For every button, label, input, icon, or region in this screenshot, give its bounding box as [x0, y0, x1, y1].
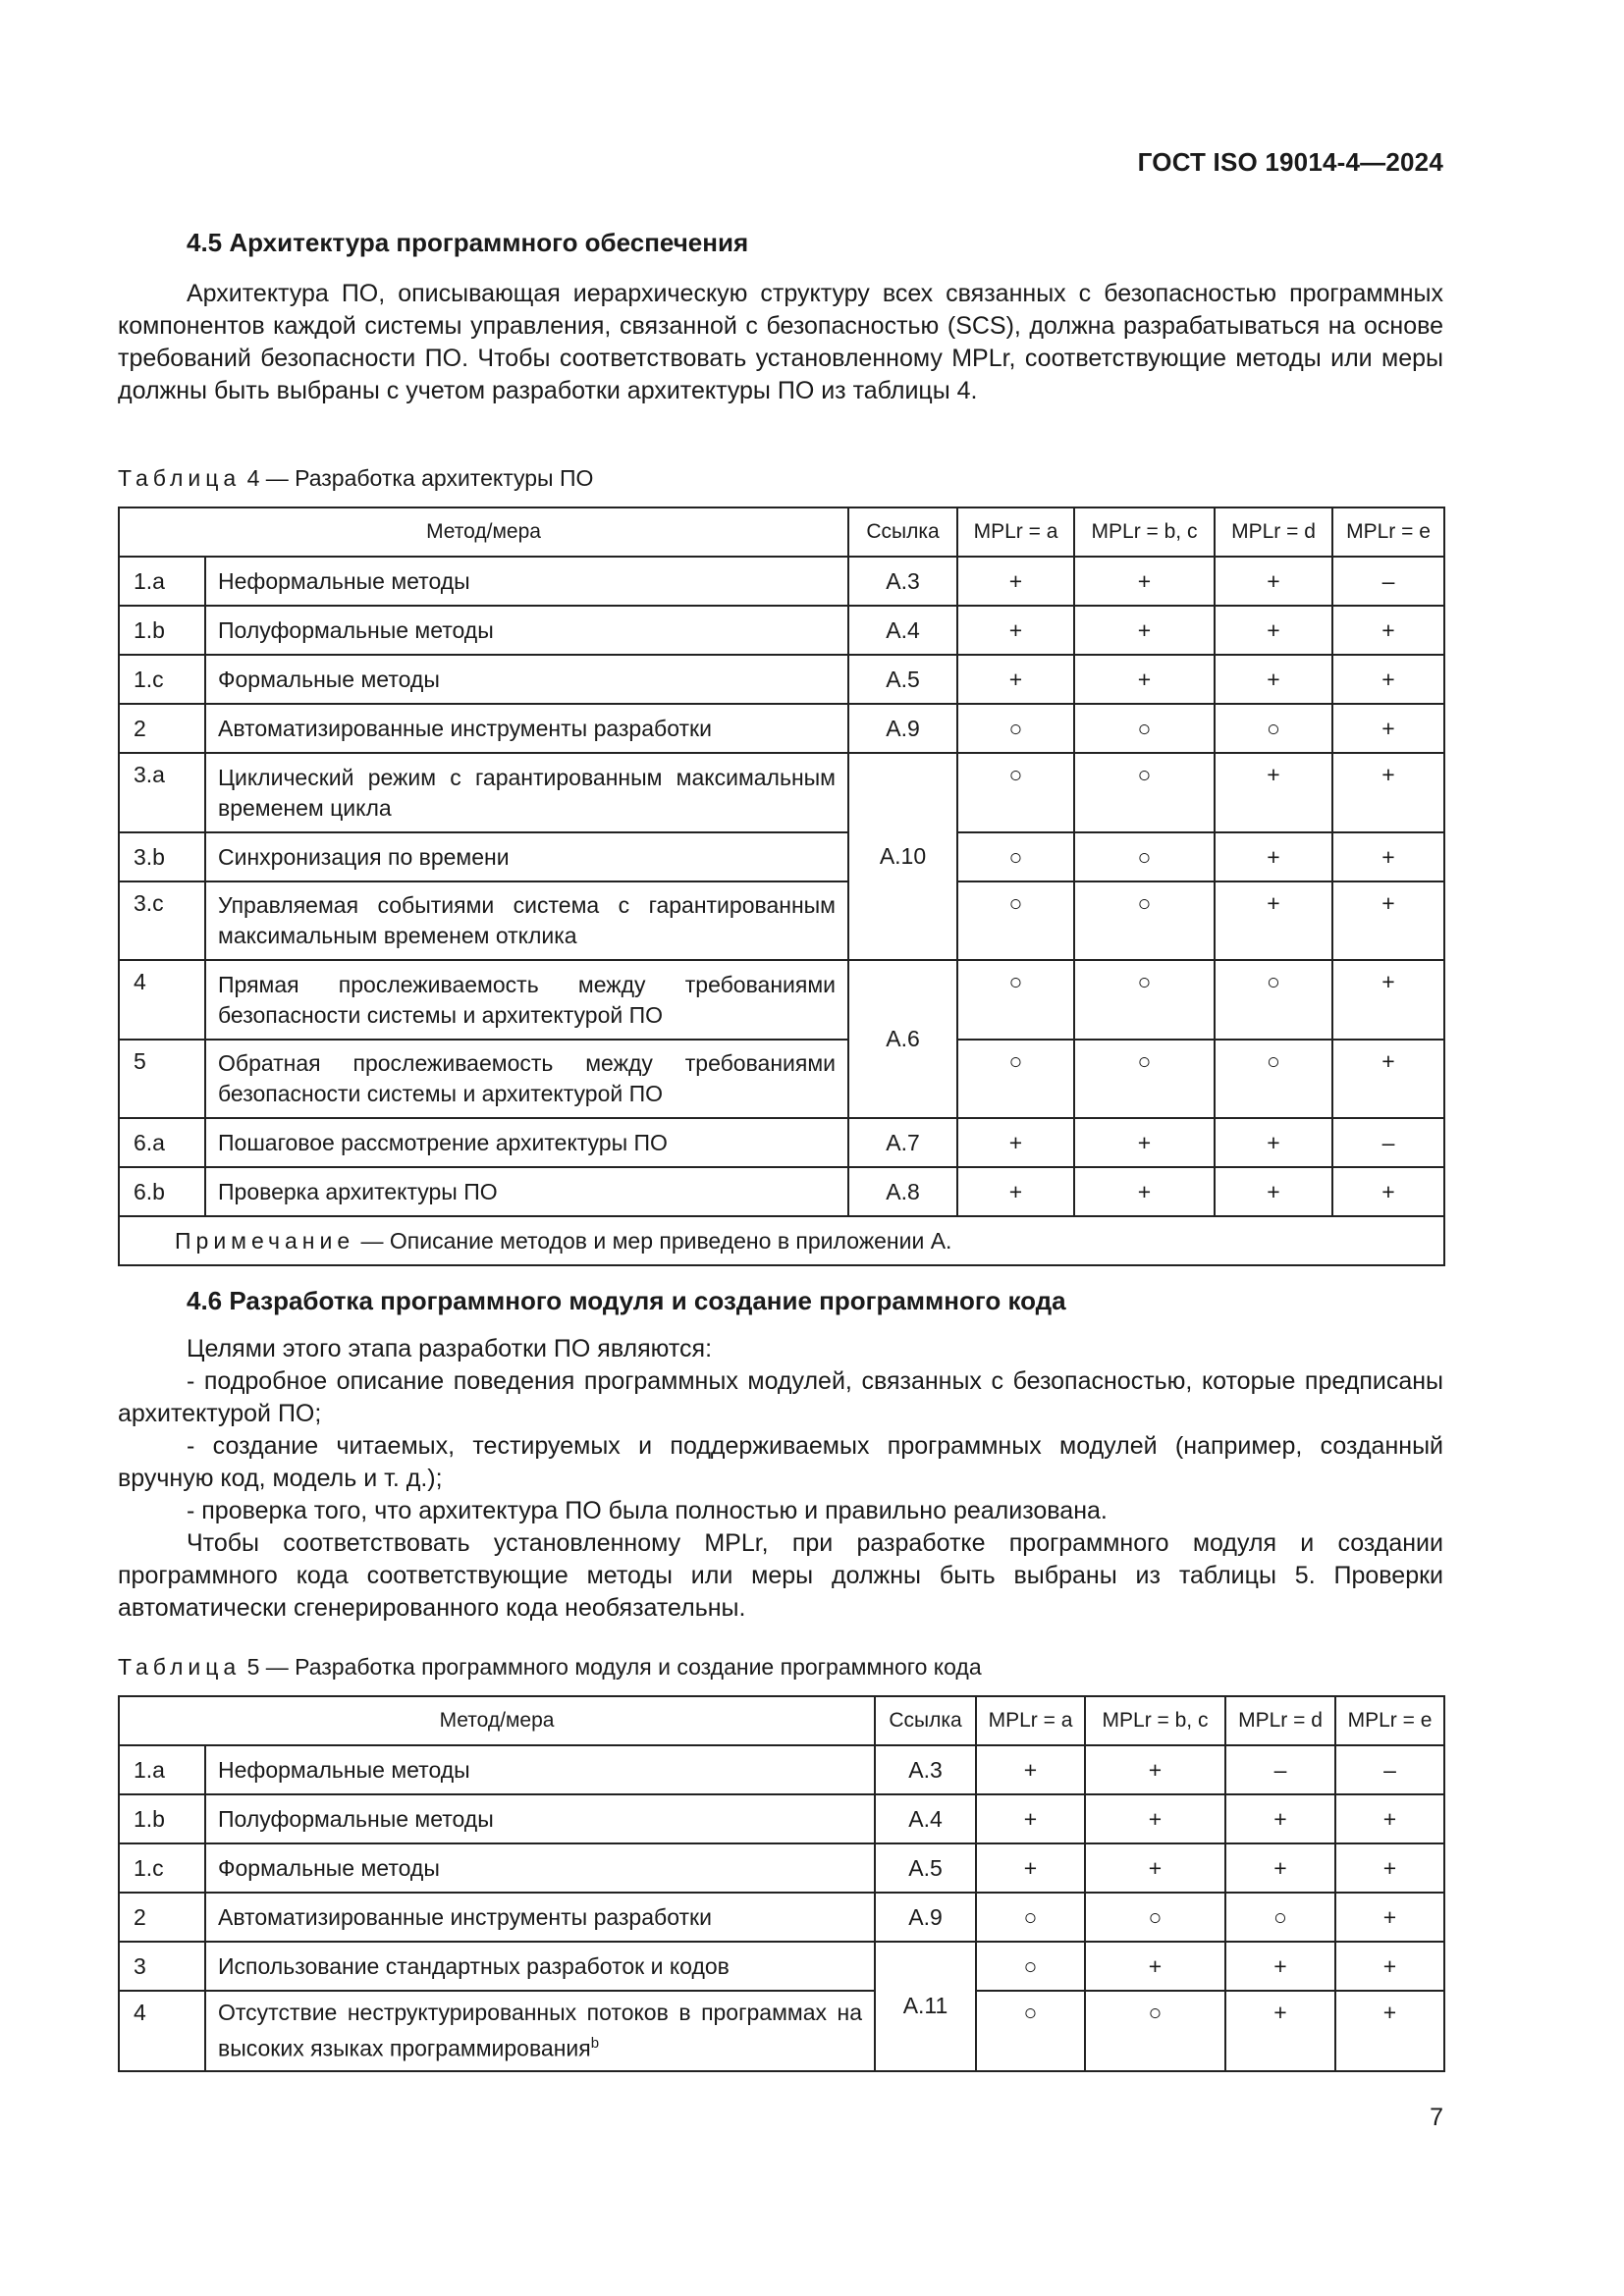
cell-mplr-a: ○: [957, 1040, 1074, 1118]
cell-mplr-bc: +: [1074, 1118, 1215, 1167]
row-method: Неформальные методы: [205, 1745, 875, 1794]
cell-mplr-d: +: [1215, 1167, 1332, 1216]
cell-mplr-e: +: [1335, 1942, 1444, 1991]
table-row: [119, 1745, 1444, 1794]
row-number: 3.b: [119, 832, 205, 881]
cell-mplr-e: +: [1332, 1167, 1444, 1216]
row-method: Обратная прослеживаемость между требованиями безопасности системы и архитектурой ПО: [205, 1040, 848, 1118]
row-number: 3.c: [119, 881, 205, 960]
table-4-note: [119, 1216, 1444, 1265]
note-label: Примечание: [175, 1227, 355, 1254]
header-ref: Ссылка: [848, 507, 957, 557]
row-ref: A.9: [848, 704, 957, 753]
cell-mplr-d: ○: [1225, 1893, 1335, 1942]
cell-mplr-bc: +: [1074, 655, 1215, 704]
table-row: [119, 1991, 1444, 2071]
section-4-6-paragraph: [118, 1333, 1443, 1625]
page-number: 7: [1430, 2104, 1443, 2131]
row-number: 6.b: [119, 1167, 205, 1216]
row-ref: A.10: [848, 753, 957, 960]
row-ref: A.5: [875, 1843, 976, 1893]
cell-mplr-d: ○: [1215, 960, 1332, 1040]
section-4-5-title: 4.5 Архитектура программного обеспечения: [187, 228, 749, 257]
cell-mplr-a: +: [957, 1118, 1074, 1167]
row-ref: A.9: [875, 1893, 976, 1942]
footnote-marker: b: [590, 2035, 600, 2052]
row-number: 1.c: [119, 1843, 205, 1893]
table-row: [119, 1040, 1444, 1118]
table-row: [119, 1942, 1444, 1991]
cell-mplr-a: ○: [976, 1942, 1085, 1991]
table-5-header-row: [119, 1696, 1444, 1745]
cell-mplr-a: ○: [957, 832, 1074, 881]
table-row: [119, 1893, 1444, 1942]
row-method: Управляемая событиями система с гарантированным максимальным временем отклика: [205, 881, 848, 960]
cell-mplr-d: ○: [1215, 704, 1332, 753]
cell-mplr-e: +: [1332, 832, 1444, 881]
row-method: Автоматизированные инструменты разработки: [205, 1893, 875, 1942]
cell-mplr-e: +: [1335, 1893, 1444, 1942]
cell-mplr-a: +: [976, 1745, 1085, 1794]
row-number: 1.b: [119, 1794, 205, 1843]
cell-mplr-e: +: [1332, 655, 1444, 704]
cell-mplr-a: +: [976, 1843, 1085, 1893]
row-method: Полуформальные методы: [205, 606, 848, 655]
header-mplr-a: MPLr = a: [957, 507, 1074, 557]
table-5-caption-text: 5 — Разработка программного модуля и создание программного кода: [246, 1654, 982, 1680]
row-method-text: Отсутствие неструктурированных потоков в программах на высоких языках программирования: [218, 2000, 862, 2061]
cell-mplr-a: ○: [957, 881, 1074, 960]
header-mplr-e: MPLr = e: [1332, 507, 1444, 557]
table-row: [119, 1118, 1444, 1167]
section-4-6-title: 4.6 Разработка программного модуля и создание программного кода: [187, 1286, 1066, 1315]
header-mplr-a: MPLr = a: [976, 1696, 1085, 1745]
section-4-6-bullet: - проверка того, что архитектура ПО была полностью и правильно реализована.: [187, 1497, 1108, 1524]
section-4-6-bullet: - создание читаемых, тестируемых и поддерживаемых программных модулей (например, созданный вручную код, модель и т. д.);: [118, 1432, 1443, 1492]
cell-mplr-d: +: [1225, 1991, 1335, 2071]
row-number: 1.a: [119, 557, 205, 606]
section-4-6-bullet: - подробное описание поведения программных модулей, связанных с безопасностью, которые предписаны архитектурой ПО;: [118, 1367, 1443, 1427]
cell-mplr-a: ○: [976, 1991, 1085, 2071]
cell-mplr-bc: +: [1085, 1843, 1225, 1893]
table-row: [119, 557, 1444, 606]
row-method: [205, 1991, 875, 2071]
cell-mplr-bc: +: [1074, 557, 1215, 606]
cell-mplr-bc: ○: [1074, 960, 1215, 1040]
cell-mplr-d: +: [1215, 832, 1332, 881]
row-ref: A.4: [848, 606, 957, 655]
cell-mplr-a: ○: [957, 704, 1074, 753]
row-method: Прямая прослеживаемость между требованиями безопасности системы и архитектурой ПО: [205, 960, 848, 1040]
section-4-6-intro: Целями этого этапа разработки ПО являются:: [187, 1335, 713, 1362]
cell-mplr-e: +: [1332, 1040, 1444, 1118]
cell-mplr-d: –: [1225, 1745, 1335, 1794]
row-number: 5: [119, 1040, 205, 1118]
cell-mplr-bc: +: [1074, 606, 1215, 655]
row-method: Синхронизация по времени: [205, 832, 848, 881]
table-4-header-row: [119, 507, 1444, 557]
cell-mplr-bc: ○: [1085, 1991, 1225, 2071]
row-method: Автоматизированные инструменты разработки: [205, 704, 848, 753]
note-text: — Описание методов и мер приведено в приложении А.: [354, 1227, 952, 1254]
header-ref: Ссылка: [875, 1696, 976, 1745]
cell-mplr-bc: ○: [1074, 753, 1215, 832]
cell-mplr-e: +: [1332, 753, 1444, 832]
row-number: 3.a: [119, 753, 205, 832]
table-row: [119, 655, 1444, 704]
table-row: [119, 606, 1444, 655]
row-method: Проверка архитектуры ПО: [205, 1167, 848, 1216]
section-4-6-closing: Чтобы соответствовать установленному MPLr, при разработке программного модуля и создании программного кода соответствующие методы или меры должны быть выбраны из таблицы 5. Проверки автоматически сгенерированного кода необязательны.: [118, 1529, 1443, 1622]
cell-mplr-d: +: [1225, 1843, 1335, 1893]
cell-mplr-bc: +: [1085, 1745, 1225, 1794]
table-4-caption-text: 4 — Разработка архитектуры ПО: [246, 465, 594, 491]
row-method: Циклический режим с гарантированным максимальным временем цикла: [205, 753, 848, 832]
cell-mplr-e: +: [1335, 1794, 1444, 1843]
header-mplr-bc: MPLr = b, c: [1085, 1696, 1225, 1745]
cell-mplr-a: ○: [957, 753, 1074, 832]
document-id-header: ГОСТ ISO 19014-4—2024: [1137, 147, 1443, 177]
header-method: Метод/мера: [119, 1696, 875, 1745]
row-number: 4: [119, 1991, 205, 2071]
cell-mplr-d: ○: [1215, 1040, 1332, 1118]
row-ref: A.7: [848, 1118, 957, 1167]
table-row: [119, 753, 1444, 832]
header-mplr-d: MPLr = d: [1225, 1696, 1335, 1745]
section-4-5-paragraph: [118, 278, 1443, 407]
header-mplr-d: MPLr = d: [1215, 507, 1332, 557]
cell-mplr-e: +: [1335, 1843, 1444, 1893]
cell-mplr-a: ○: [957, 960, 1074, 1040]
cell-mplr-e: +: [1335, 1991, 1444, 2071]
table-4: [118, 507, 1445, 1266]
table-row: [119, 960, 1444, 1040]
cell-mplr-bc: ○: [1074, 704, 1215, 753]
row-ref: A.6: [848, 960, 957, 1118]
cell-mplr-a: +: [957, 606, 1074, 655]
table-4-caption-label: Таблица: [118, 465, 242, 491]
cell-mplr-d: +: [1215, 753, 1332, 832]
cell-mplr-d: +: [1215, 1118, 1332, 1167]
cell-mplr-bc: +: [1074, 1167, 1215, 1216]
cell-mplr-e: –: [1332, 1118, 1444, 1167]
row-number: 1.a: [119, 1745, 205, 1794]
cell-mplr-d: +: [1225, 1794, 1335, 1843]
cell-mplr-a: +: [957, 557, 1074, 606]
cell-mplr-a: ○: [976, 1893, 1085, 1942]
cell-mplr-e: +: [1332, 960, 1444, 1040]
table-row: [119, 1843, 1444, 1893]
table-4-caption: [118, 465, 593, 492]
cell-mplr-bc: +: [1085, 1794, 1225, 1843]
table-5: [118, 1695, 1445, 2072]
row-number: 1.c: [119, 655, 205, 704]
row-number: 2: [119, 1893, 205, 1942]
cell-mplr-bc: ○: [1074, 832, 1215, 881]
row-ref: A.5: [848, 655, 957, 704]
header-method: Метод/мера: [119, 507, 848, 557]
cell-mplr-d: +: [1215, 881, 1332, 960]
cell-mplr-bc: ○: [1074, 1040, 1215, 1118]
cell-mplr-a: +: [976, 1794, 1085, 1843]
row-method: Формальные методы: [205, 655, 848, 704]
row-ref: A.11: [875, 1942, 976, 2071]
row-method: Полуформальные методы: [205, 1794, 875, 1843]
row-ref: A.8: [848, 1167, 957, 1216]
table-row: [119, 1794, 1444, 1843]
cell-mplr-d: +: [1215, 655, 1332, 704]
cell-mplr-e: +: [1332, 881, 1444, 960]
table-5-caption-label: Таблица: [118, 1654, 242, 1680]
row-ref: A.3: [848, 557, 957, 606]
cell-mplr-e: +: [1332, 704, 1444, 753]
cell-mplr-e: +: [1332, 606, 1444, 655]
row-number: 6.a: [119, 1118, 205, 1167]
cell-mplr-bc: +: [1085, 1942, 1225, 1991]
table-row: [119, 704, 1444, 753]
cell-mplr-e: –: [1335, 1745, 1444, 1794]
header-mplr-e: MPLr = e: [1335, 1696, 1444, 1745]
row-number: 4: [119, 960, 205, 1040]
row-number: 3: [119, 1942, 205, 1991]
table-row: [119, 1167, 1444, 1216]
cell-mplr-a: +: [957, 1167, 1074, 1216]
cell-mplr-e: –: [1332, 557, 1444, 606]
row-method: Формальные методы: [205, 1843, 875, 1893]
row-method: Использование стандартных разработок и кодов: [205, 1942, 875, 1991]
row-ref: A.4: [875, 1794, 976, 1843]
cell-mplr-d: +: [1225, 1942, 1335, 1991]
row-method: Неформальные методы: [205, 557, 848, 606]
row-number: 1.b: [119, 606, 205, 655]
cell-mplr-d: +: [1215, 606, 1332, 655]
cell-mplr-a: +: [957, 655, 1074, 704]
table-5-caption: [118, 1654, 982, 1681]
table-row: [119, 832, 1444, 881]
section-4-5-text: Архитектура ПО, описывающая иерархическую структуру всех связанных с безопасностью программных компонентов каждой системы управления, связанной с безопасностью (SCS), должна разрабатываться на основе требований безопасности ПО. Чтобы соответствовать установленному MPLr, соответствующие методы или меры должны быть выбраны с учетом разработки архитектуры ПО из таблицы 4.: [118, 280, 1443, 404]
table-row: [119, 881, 1444, 960]
table-4-note-row: [119, 1216, 1444, 1265]
row-number: 2: [119, 704, 205, 753]
row-ref: A.3: [875, 1745, 976, 1794]
cell-mplr-d: +: [1215, 557, 1332, 606]
cell-mplr-bc: ○: [1074, 881, 1215, 960]
row-method: Пошаговое рассмотрение архитектуры ПО: [205, 1118, 848, 1167]
header-mplr-bc: MPLr = b, c: [1074, 507, 1215, 557]
cell-mplr-bc: ○: [1085, 1893, 1225, 1942]
